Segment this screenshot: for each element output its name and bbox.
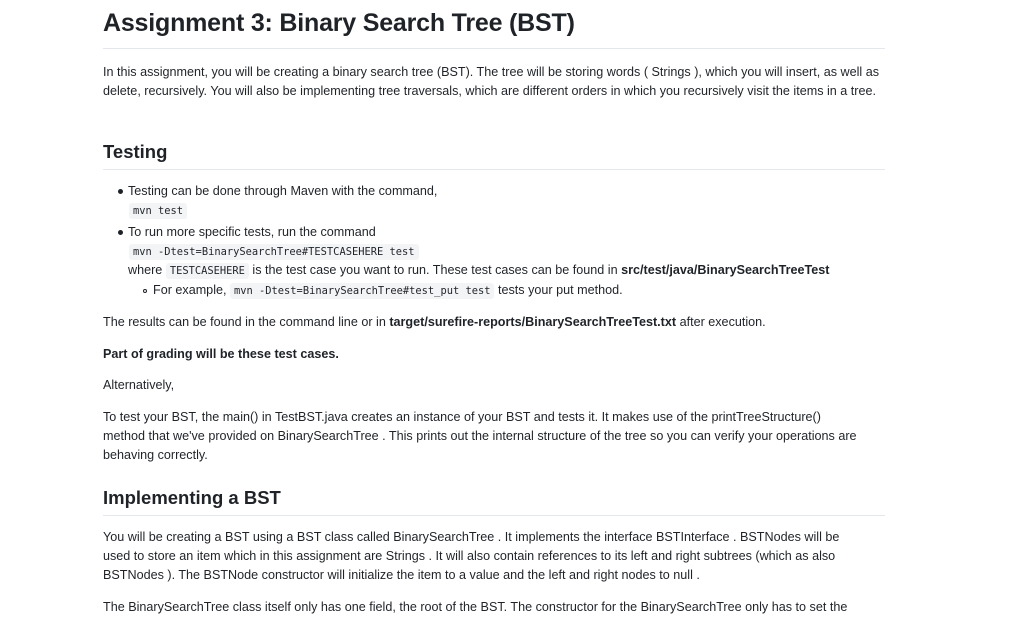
testcasehere-code: TESTCASEHERE <box>166 263 249 279</box>
mvn-test-code: mvn test <box>129 203 187 219</box>
bullet1-text: Testing can be done through Maven with the command, <box>128 184 438 198</box>
sub-bullet-line <box>153 281 623 301</box>
testbst-line-2: method that we've provided on BinarySearchTree . This prints out the internal structure of the tree so you can verify your operations are <box>103 429 857 443</box>
bullet2-code-line <box>129 242 419 262</box>
where-text: is the test case you want to run. These test cases can be found in <box>252 263 618 277</box>
test-path: src/test/java/BinarySearchTreeTest <box>621 263 830 277</box>
testbst-line-1: To test your BST, the main() in TestBST.java creates an instance of your BST and tests it. It makes use of the printTreeStructure() <box>103 410 821 424</box>
bullet-marker <box>118 230 123 235</box>
mvn-dtest-code: mvn -Dtest=BinarySearchTree#TESTCASEHERE test <box>129 244 419 260</box>
results-path: target/surefire-reports/BinarySearchTreeTest.txt <box>389 315 677 329</box>
sub-bullet-marker <box>143 289 147 293</box>
impl-p1-line-3: BSTNodes ). The BSTNode constructor will initialize the item to a value and the left and right nodes to null . <box>103 568 700 582</box>
implementing-heading: Implementing a BST <box>103 487 281 508</box>
testing-heading: Testing <box>103 141 168 162</box>
implementing-divider <box>103 515 885 516</box>
impl-p2-line-1: The BinarySearchTree class itself only has one field, the root of the BST. The constructor for the BinarySearchTree only has to set the <box>103 600 848 614</box>
bullet-marker <box>118 189 123 194</box>
grading-note <box>103 345 339 364</box>
example-code: mvn -Dtest=BinarySearchTree#test_put test <box>230 283 494 299</box>
grading-text: Part of grading will be these test cases. <box>103 347 339 361</box>
results-paragraph <box>103 313 766 332</box>
where-prefix: where <box>128 263 163 277</box>
results-suffix: after execution. <box>679 315 766 329</box>
testing-divider <box>103 169 885 170</box>
bullet2-text: To run more specific tests, run the command <box>128 225 376 239</box>
results-prefix: The results can be found in the command line or in <box>103 315 386 329</box>
intro-paragraph: In this assignment, you will be creating a binary search tree (BST). The tree will be storing words ( Strings ), which you will insert, as well as delete, recursively. You will also be implementing tree traversals, which are different orders in which you recursively visit the items in a tree. <box>103 65 879 98</box>
sub-suffix: tests your put method. <box>497 283 623 297</box>
sub-prefix: For example, <box>153 283 227 297</box>
title-divider <box>103 48 885 49</box>
page-title: Assignment 3: Binary Search Tree (BST) <box>103 9 575 37</box>
alternatively-text: Alternatively, <box>103 378 175 392</box>
where-line <box>128 261 829 281</box>
impl-p1-line-2: used to store an item which in this assignment are Strings . It will also contain references to its left and right subtrees (which as also <box>103 549 836 563</box>
testbst-line-3: behaving correctly. <box>103 448 208 462</box>
bullet1-code-line <box>129 201 187 221</box>
impl-p1-line-1: You will be creating a BST using a BST class called BinarySearchTree . It implements the interface BSTInterface . BSTNodes will be <box>103 530 840 544</box>
